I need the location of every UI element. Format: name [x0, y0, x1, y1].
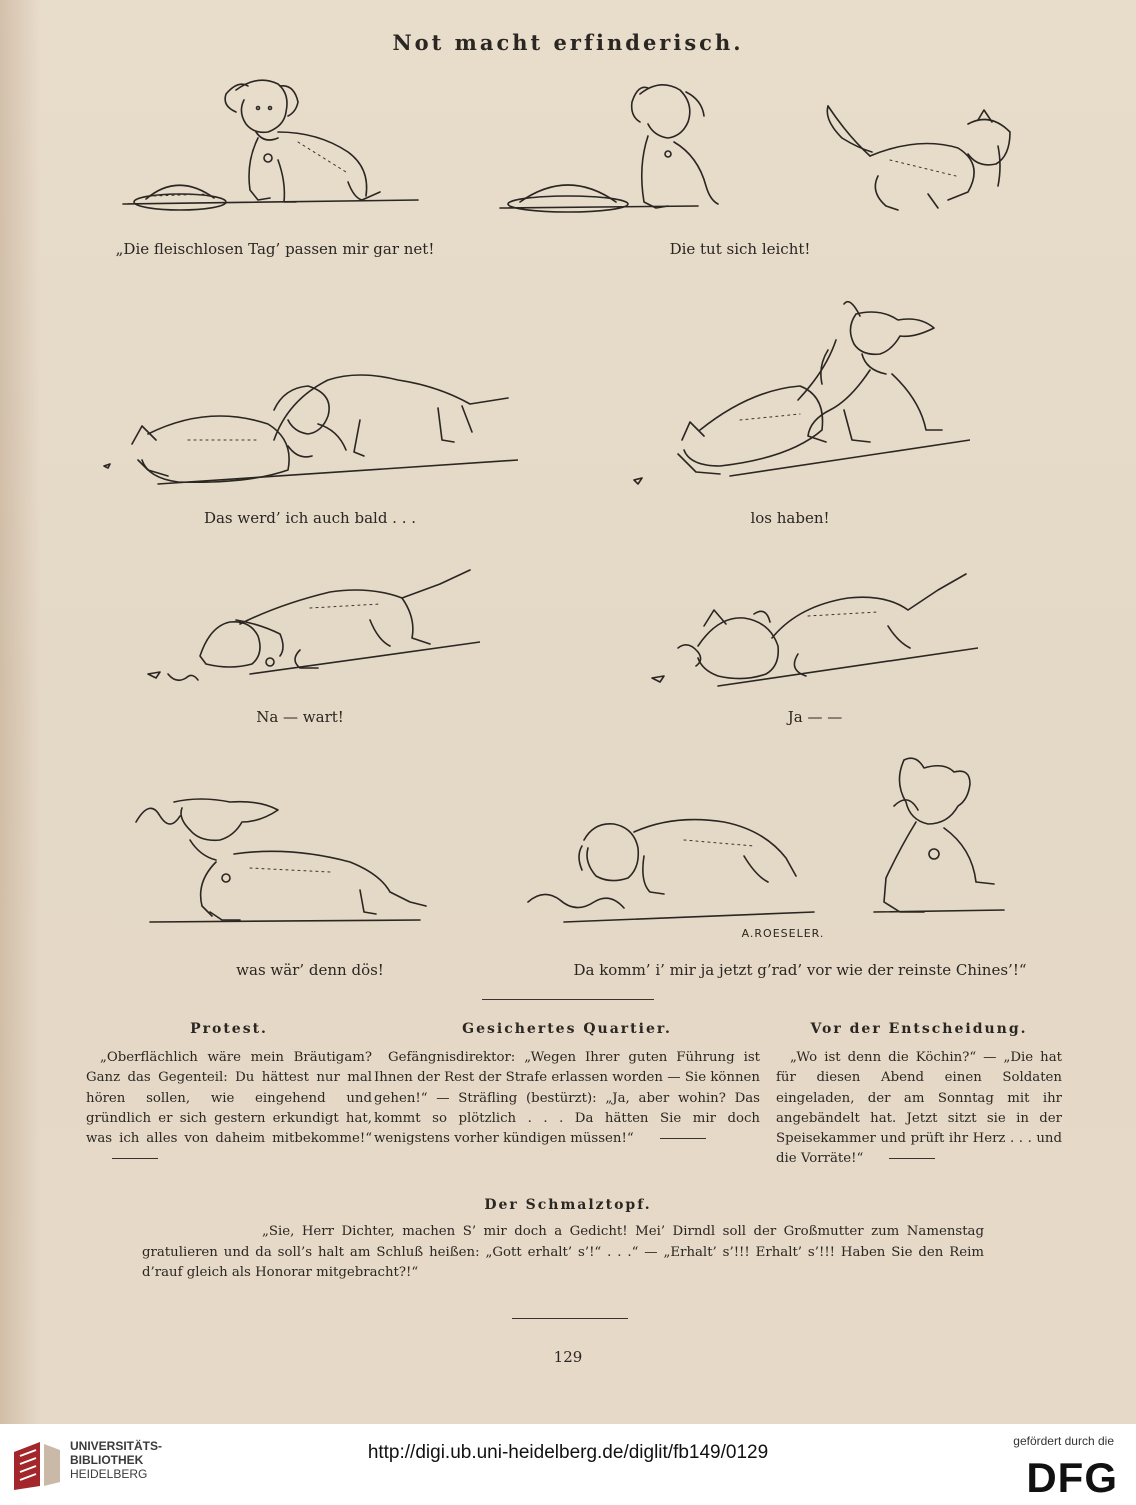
illustration-dog-stalking-mouse	[140, 564, 480, 694]
column-1-text	[86, 1048, 372, 1170]
illustration-dog-sniffing-cat	[98, 360, 518, 490]
column-1-end-rule	[112, 1158, 158, 1159]
footer-bar	[0, 1424, 1136, 1505]
caption-1: „Die fleischlosen Tag’ passen mir gar net!	[115, 240, 435, 258]
divider-bottom	[512, 1318, 628, 1319]
section-text	[142, 1222, 984, 1284]
caption-4: los haben!	[750, 509, 830, 527]
illustration-dog-and-cat-with-fish	[498, 76, 1026, 226]
illustration-cat-and-alert-dog	[630, 290, 970, 490]
column-1-title: Protest.	[190, 1021, 268, 1037]
caption-6: Ja — —	[787, 708, 843, 726]
library-name-line-2: BIBLIOTHEK	[70, 1453, 144, 1467]
column-2-body: Gefängnisdirektor: „Wegen Ihrer guten Führung ist Ihnen der Rest der Strafe erlassen worden — Sie können gehen!“ — Sträfling (bestürzt): „Ja, aber wohin? Das kommt so plötzlich . . . Da hätten Sie mir doch wenigstens vorher kündigen müssen!“	[374, 1050, 760, 1147]
column-2-text	[374, 1048, 760, 1149]
library-name-line-1: UNIVERSITÄTS-	[70, 1439, 163, 1453]
column-3-text	[776, 1048, 1062, 1170]
caption-5: Na — wart!	[256, 708, 344, 726]
funded-by-text: gefördert durch die	[1013, 1434, 1114, 1448]
permalink-url[interactable]: http://digi.ub.uni-heidelberg.de/diglit/fb149/0129	[367, 1442, 769, 1463]
dfg-logo[interactable]: DFG	[1026, 1454, 1118, 1501]
divider-top	[482, 999, 654, 1000]
library-name-line-3: HEIDELBERG	[70, 1467, 148, 1481]
section-title: Der Schmalztopf.	[484, 1197, 652, 1213]
column-1-body: „Oberflächlich wäre mein Bräutigam? Ganz das Gegenteil: Du hättest nur mal hören sollen, wie eingehend und gründlich er sich gestern erkundigt hat, was ich alles von daheim mitbekomme!“	[86, 1050, 372, 1147]
caption-3: Das werd’ ich auch bald . . .	[203, 509, 417, 527]
column-2-title: Gesichertes Quartier.	[462, 1021, 672, 1037]
caption-2: Die tut sich leicht!	[669, 240, 811, 258]
caption-7: was wär’ denn dös!	[236, 961, 384, 979]
illustration-dog-with-bowl	[118, 72, 430, 222]
artist-signature: A.ROESELER.	[741, 927, 825, 940]
illustration-dog-catching-mouse	[648, 566, 978, 696]
column-3-title: Vor der Entscheidung.	[810, 1021, 1028, 1037]
column-3-body: „Wo ist denn die Köchin?“ — „Die hat für diesen Abend einen Soldaten eingeladen, der am Sonntag mit ihr angebändelt hat. Jetzt sitzt sie in der Speisekammer und prüft ihr Herz . . . und die Vorräte!“	[776, 1050, 1062, 1167]
section-body: „Sie, Herr Dichter, machen S’ mir doch a Gedicht! Mei’ Dirndl soll der Großmutter zum Namenstag gratulieren und da soll’s halt am Schluß heißen: „Gott erhalt’ s’!“ . . .“ — „Erhalt’ s’!!! Erhalt’ s’!!! Haben Sie den Reim d’rauf gleich als Honorar mitgebracht?!“	[142, 1224, 984, 1280]
caption-8: Da komm’ i’ mir ja jetzt g’rad’ vor wie der reinste Chines’!“	[573, 961, 1027, 979]
illustration-dog-with-mouse-tail	[130, 782, 430, 942]
column-3-end-rule	[889, 1158, 935, 1159]
illustration-dog-with-mouse-whiskers	[524, 752, 1024, 942]
page-number: 129	[553, 1348, 583, 1366]
column-2-end-rule	[660, 1138, 706, 1139]
page-title: Not macht erfinderisch.	[392, 30, 744, 55]
